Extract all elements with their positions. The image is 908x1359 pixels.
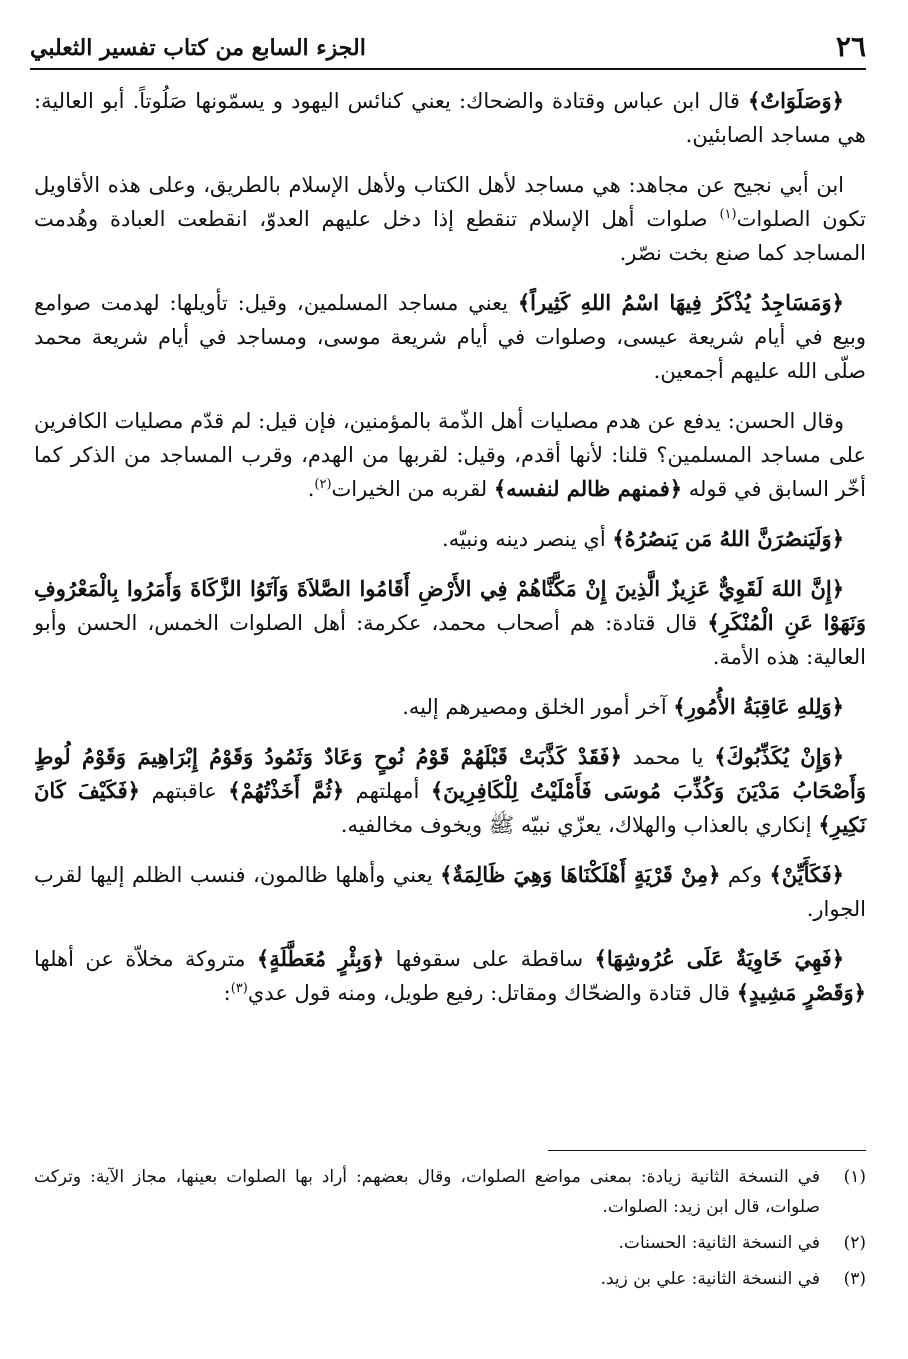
footnote-ref-1: (١) bbox=[719, 207, 737, 222]
page-body bbox=[34, 84, 866, 1026]
quran-quote: ﴿فَكَيْفَ كَانَ نَكِيرِ﴾ bbox=[34, 778, 866, 837]
paragraph-4 bbox=[34, 404, 866, 506]
footnote-text: في النسخة الثانية: علي بن زيد. bbox=[600, 1269, 820, 1289]
paragraph-10 bbox=[34, 942, 866, 1010]
commentary-text: قال قتادة: هم أصحاب محمد، عكرمة: أهل الصلوات الخمس، الحسن وأبو العالية: هذه الأمة. bbox=[34, 611, 866, 669]
quran-quote: ﴿فَكَأَيِّنْ﴾ bbox=[769, 862, 844, 887]
quran-quote: ﴿وَبِئْرٍ مُعَطَّلَةٍ﴾ bbox=[256, 946, 385, 971]
quran-quote: ﴿ثُمَّ أَخَذْتُهُمْ﴾ bbox=[228, 778, 345, 803]
page-number: ٢٦ bbox=[835, 30, 866, 63]
quran-quote: ﴿إِنَّ اللهَ لَقَوِيٌّ عَزِيزٌ الَّذِينَ إِنْ مَكَّنَّاهُمْ فِي الأَرْضِ أَقَامُوا الصَّلاَةَ وَآتَوُا الزَّكَاةَ وَأَمَرُوا بِالْمَعْرُوفِ وَنَهَوْا عَنِ الْمُنْكَرِ﴾ bbox=[34, 576, 866, 635]
commentary-text: . bbox=[307, 477, 315, 501]
paragraph-7 bbox=[34, 690, 866, 724]
footnote-text: في النسخة الثانية: الحسنات. bbox=[618, 1233, 820, 1253]
commentary-text: : bbox=[223, 981, 231, 1005]
commentary-text: يعني مساجد المسلمين، وقيل: تأويلها: لهدمت صوامع وبيع في أيام شريعة عيسى، وصلوات في أيام شريعة موسى، ومساجد في أيام شريعة محمد صلّى الله عليهم أجمعين. bbox=[34, 291, 866, 383]
page-header bbox=[30, 28, 866, 70]
commentary-text: قال ابن عباس وقتادة والضحاك: يعني كنائس اليهود و يسمّونها صَلُوتاً. أبو العالية: هي مساجد الصابئين. bbox=[34, 89, 866, 147]
quran-quote: ﴿وَمَسَاجِدُ يُذْكَرُ فِيهَا اسْمُ اللهِ كَثِيراً﴾ bbox=[517, 290, 844, 315]
commentary-text: ابن أبي نجيح عن مجاهد: هي مساجد لأهل الكتاب ولأهل الإسلام بالطريق، وعلى هذه الأقاويل تكون الصلوات bbox=[34, 173, 866, 231]
footnote-ref-3: (٣) bbox=[230, 981, 248, 996]
footnote-ref-2: (٢) bbox=[314, 477, 332, 492]
footnote-number: (١) bbox=[843, 1167, 866, 1187]
commentary-text: أي ينصر دينه ونبيّه. bbox=[442, 527, 613, 551]
commentary-text: متروكة مخلاّة عن أهلها bbox=[34, 947, 257, 971]
quran-quote: ﴿وَقَصْرٍ مَشِيدٍ﴾ bbox=[736, 980, 866, 1005]
commentary-text: يا محمد bbox=[621, 745, 715, 769]
quran-quote: ﴿وَلَيَنصُرَنَّ اللهُ مَن يَنصُرُهُ﴾ bbox=[612, 526, 844, 551]
quran-quote: ﴿وَلِلهِ عَاقِبَةُ الأُمُورِ﴾ bbox=[673, 694, 844, 719]
commentary-text: آخر أمور الخلق ومصيرهم إليه. bbox=[402, 695, 674, 719]
commentary-text: صلوات أهل الإسلام تنقطع إذا دخل عليهم العدوّ، انقطعت العبادة وهُدمت المساجد كما صنع بخت نصّر. bbox=[34, 207, 866, 265]
footnote-1 bbox=[34, 1162, 866, 1222]
quran-quote: ﴿وَإِنْ يُكَذِّبُوكَ﴾ bbox=[714, 744, 844, 769]
quran-quote: ﴿وَصَلَوَاتٌ﴾ bbox=[748, 88, 844, 113]
paragraph-5 bbox=[34, 522, 866, 556]
paragraph-6 bbox=[34, 572, 866, 674]
footnote-text: في النسخة الثانية زيادة: بمعنى مواضع الصلوات، وقال بعضهم: أراد بها الصلوات بعينها، مجاز الآية: وتركت صلوات، قال ابن زيد: الصلوات. bbox=[34, 1167, 820, 1217]
footnote-number: (٢) bbox=[843, 1233, 866, 1253]
paragraph-3 bbox=[34, 286, 866, 388]
quran-quote: ﴿مِنْ قَرْيَةٍ أَهْلَكْنَاهَا وَهِيَ ظَالِمَةٌ﴾ bbox=[440, 862, 721, 887]
quran-quote: ﴿فمنهم ظالم لنفسه﴾ bbox=[493, 476, 683, 501]
commentary-text: يعني وأهلها ظالمون، فنسب الظلم إليها لقرب الجوار. bbox=[34, 863, 866, 921]
footnote-2 bbox=[34, 1228, 866, 1258]
running-title: الجزء السابع من كتاب تفسير الثعلبي bbox=[30, 35, 366, 61]
commentary-text: ساقطة على سقوفها bbox=[384, 947, 595, 971]
commentary-text: وقال الحسن: يدفع عن هدم مصليات أهل الذّمة بالمؤمنين، فإن قيل: لم قدّم مصليات الكافرين على مساجد المسلمين؟ قلنا: لأنها أقدم، وقيل: لقربها من الهدم، وقرب المساجد من الذكر كما أخّر السابق في قوله bbox=[34, 409, 866, 501]
quran-quote: ﴿فَهِيَ خَاوِيَةٌ عَلَى عُرُوشِهَا﴾ bbox=[594, 946, 844, 971]
footnote-3 bbox=[34, 1264, 866, 1294]
commentary-text: إنكاري بالعذاب والهلاك، يعزّي نبيّه ﷺ ويخوف مخالفيه. bbox=[340, 813, 819, 837]
footnote-divider bbox=[548, 1150, 866, 1151]
paragraph-2 bbox=[34, 168, 866, 270]
paragraph-8 bbox=[34, 740, 866, 842]
commentary-text: وكم bbox=[720, 863, 770, 887]
footnote-number: (٣) bbox=[843, 1269, 866, 1289]
paragraph-1 bbox=[34, 84, 866, 152]
footnotes bbox=[34, 1162, 866, 1300]
commentary-text: لقربه من الخيرات bbox=[331, 477, 494, 501]
quran-quote: ﴿فَقَدْ كَذَّبَتْ قَبْلَهُمْ قَوْمُ نُوحٍ وَعَادٌ وَثَمُودُ وَقَوْمُ إِبْرَاهِيمَ وَقَوْمُ لُوطٍ وَأَصْحَابُ مَدْيَنَ وَكُذِّبَ مُوسَى فَأَمْلَيْتُ لِلْكَافِرِينَ﴾ bbox=[34, 744, 866, 803]
commentary-text: عاقبتهم bbox=[139, 779, 229, 803]
commentary-text: قال قتادة والضحّاك ومقاتل: رفيع طويل، ومنه قول عدي bbox=[247, 981, 737, 1005]
paragraph-9 bbox=[34, 858, 866, 926]
commentary-text: أمهلتهم bbox=[344, 779, 431, 803]
